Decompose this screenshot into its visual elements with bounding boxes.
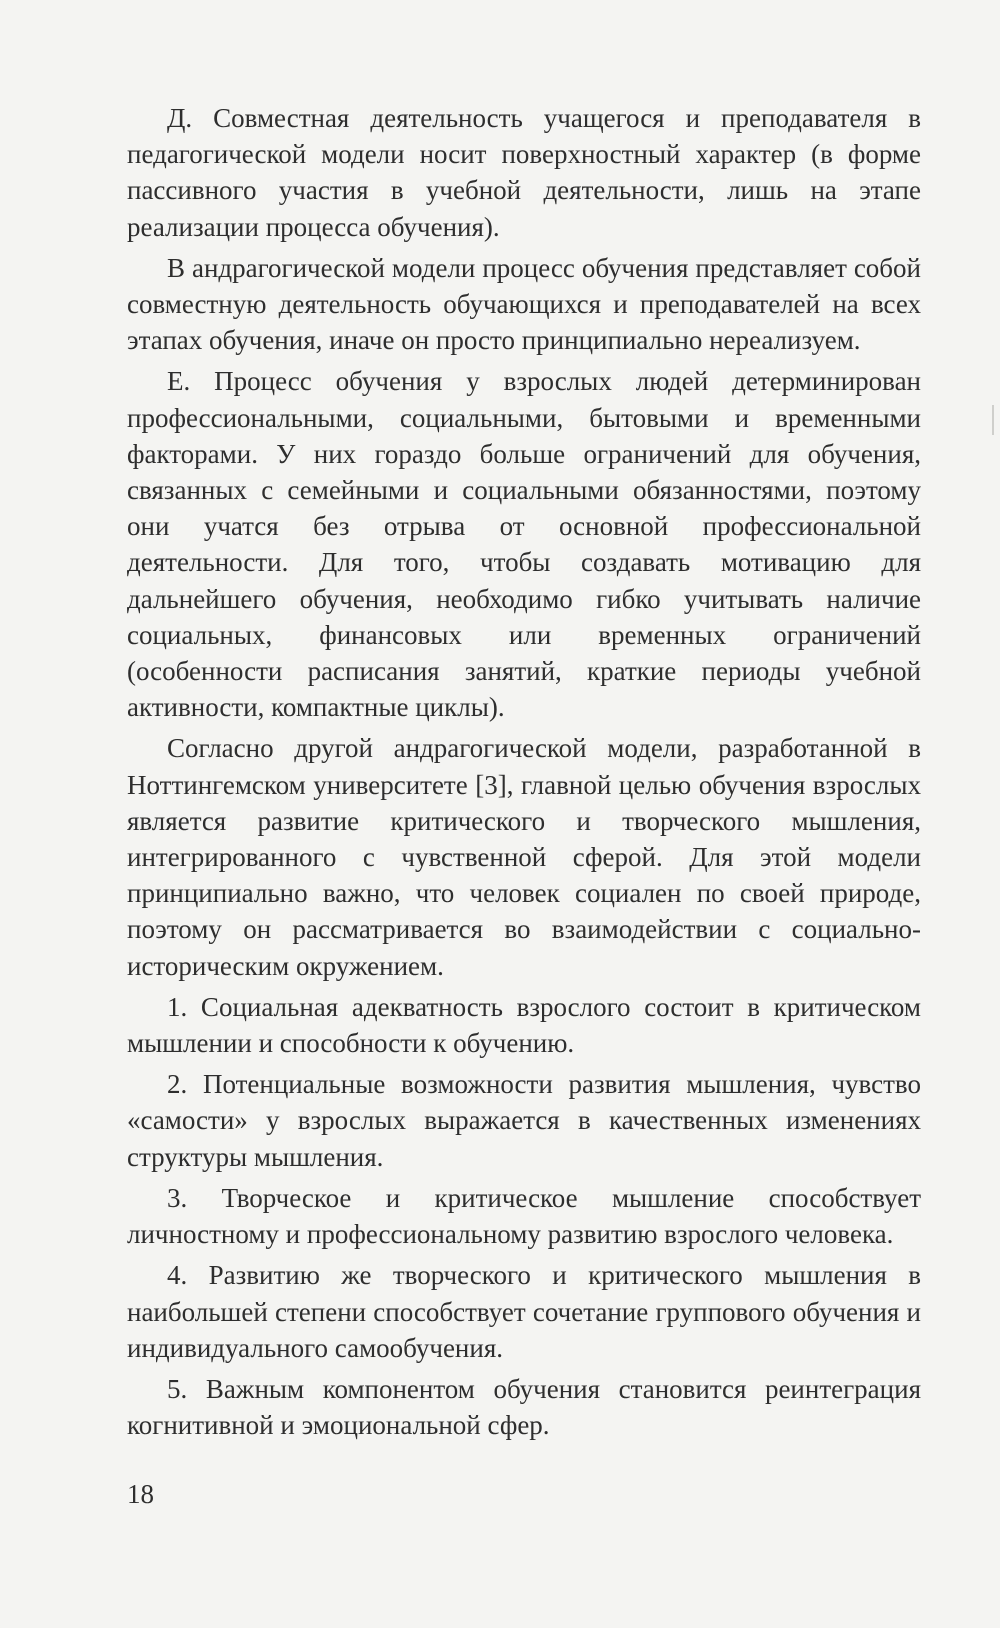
list-item-3: 3. Творческое и критическое мышление способствует личностному и профессиональному развитию взрослого человека. — [127, 1182, 921, 1250]
list-item-2: 2. Потенциальные возможности развития мышления, чувство «самости» у взрослых выражается в качественных изменениях структуры мышления. — [127, 1069, 921, 1172]
list-item-4: 4. Развитию же творческого и критического мышления в наибольшей степени способствует сочетание группового обучения и индивидуального самообучения. — [127, 1260, 921, 1363]
page-number: 18 — [127, 1479, 154, 1509]
paragraph-e-learning-process: Е. Процесс обучения у взрослых людей детерминирован профессиональными, социальными, бытовыми и временными факторами. У них гораздо больше ограничений для обучения, связанных с семейными и социальными обязанностями, поэтому они учатся без отрыва от основной профессиональной деятельности. Для того, чтобы создавать мотивацию для дальнейшего обучения, необходимо гибко учитывать наличие социальных, финансовых или временных ограничений (особенности расписания занятий, краткие периоды учебной активности, компактные циклы). — [127, 366, 921, 723]
scan-edge-mark — [992, 405, 994, 435]
body-text — [127, 100, 921, 1448]
paragraph-d-joint-activity: Д. Совместная деятельность учащегося и преподавателя в педагогической модели носит поверхностный характер (в форме пассивного участия в учебной деятельности, лишь на этапе реализации процесса обучения). — [127, 103, 921, 242]
paragraph-nottingham-model: Согласно другой андрагогической модели, разработанной в Ноттингемском университете [3], главной целью обучения взрослых является развитие критического и творческого мышления, интегрированного с чувственной сферой. Для этой модели принципиально важно, что человек социален по своей природе, поэтому он рассматривается во взаимодействии с социально-историческим окружением. — [127, 733, 921, 981]
list-item-1: 1. Социальная адекватность взрослого состоит в критическом мышлении и способности к обучению. — [127, 991, 921, 1059]
list-item-5: 5. Важным компонентом обучения становится реинтеграция когнитивной и эмоциональной сфер. — [127, 1373, 921, 1441]
paragraph-andragogical-model: В андрагогической модели процесс обучения представляет собой совместную деятельность обучающихся и преподавателей на всех этапах обучения, иначе он просто принципиально нереализуем. — [127, 252, 921, 356]
